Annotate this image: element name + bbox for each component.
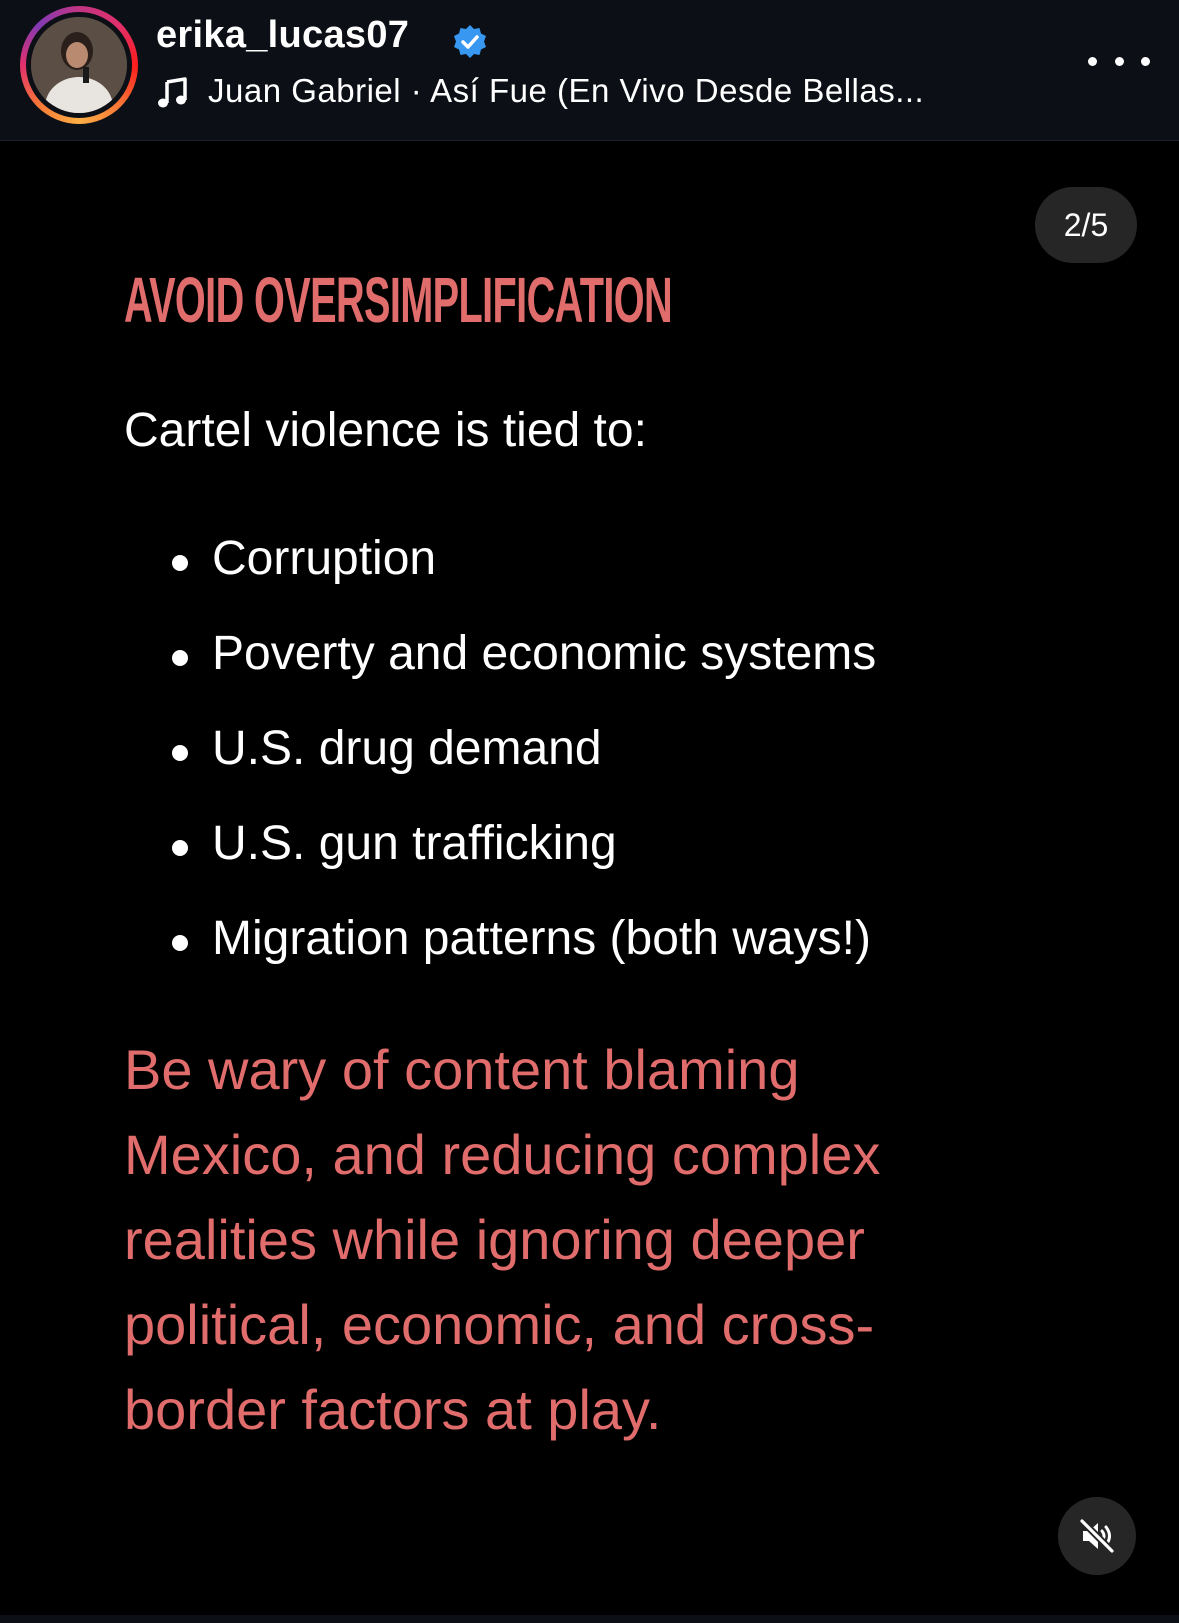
list-item: Poverty and economic systems (172, 626, 876, 721)
intro-text: Cartel violence is tied to: (124, 404, 647, 457)
speaker-muted-icon (1077, 1516, 1117, 1556)
list-item: Migration patterns (both ways!) (172, 911, 876, 1006)
carousel-slide[interactable] (0, 141, 1179, 1615)
avatar[interactable] (31, 17, 127, 113)
list-item: U.S. drug demand (172, 721, 876, 816)
mute-button[interactable] (1058, 1497, 1136, 1575)
more-options-icon[interactable] (1084, 44, 1154, 78)
username[interactable]: erika_lucas07 (156, 14, 410, 56)
verified-badge-icon (452, 24, 488, 60)
list-item: U.S. gun trafficking (172, 816, 876, 911)
post-header (0, 0, 1179, 141)
bullet-list (172, 531, 876, 1006)
slide-title: AVOID OVERSIMPLIFICATION (124, 264, 673, 336)
story-ring[interactable] (20, 6, 138, 124)
music-note-icon (156, 76, 190, 110)
audio-track-label[interactable]: Juan Gabriel · Así Fue (En Vivo Desde Bellas... (208, 72, 925, 109)
bottom-divider (0, 1615, 1179, 1623)
page-counter: 2/5 (1035, 187, 1137, 263)
warning-text: Be wary of content blaming Mexico, and reducing complex realities while ignoring deeper political, economic, and cross-border factors at play. (124, 1038, 881, 1441)
list-item: Corruption (172, 531, 876, 626)
